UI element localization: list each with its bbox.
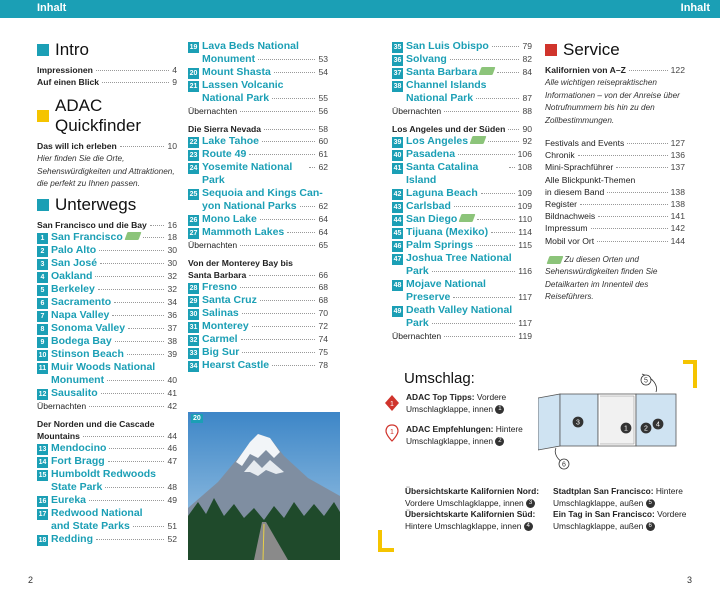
place-number-badge: 37 [393, 70, 402, 77]
ref-circle: 4 [524, 522, 533, 531]
page-number: 60 [318, 136, 328, 147]
place-entry[interactable]: 20 Mount Shasta 54 [189, 66, 328, 78]
header-left-title: Inhalt [37, 2, 67, 14]
place-number-badge: 36 [393, 57, 402, 64]
region-entry[interactable]: San Francisco und die Bay 16 [37, 219, 177, 230]
page-number: 32 [167, 270, 177, 281]
umschlag-title: Umschlag: [404, 370, 475, 387]
place-entry[interactable] [37, 442, 177, 455]
place-number-badge: 30 [189, 311, 198, 319]
place-number-badge: 4 [37, 272, 48, 283]
page-number: 46 [167, 442, 177, 453]
place-entry[interactable] [37, 257, 177, 270]
map-legend-ein-tag: Ein Tag in San Francisco: Vordere Umschlagklappe, außen 6 [553, 509, 687, 531]
diagram-ref-circle-3 [573, 417, 583, 427]
region-entry[interactable]: Von der Monterey Bay bis [188, 258, 293, 269]
place-list [37, 231, 177, 361]
toc-entry[interactable]: Festivals and Events 127 [545, 138, 685, 148]
page-number: 108 [517, 162, 532, 173]
page-number: 47 [167, 455, 177, 466]
place-number-badge: 3 [37, 259, 48, 270]
section-title: Unterwegs [55, 194, 137, 214]
place-name: Carmel [202, 333, 238, 346]
place-entry[interactable] [37, 270, 177, 283]
place-entry-cont[interactable]: Park 117 [406, 317, 532, 330]
page-number: 68 [318, 282, 328, 293]
place-number-badge: 31 [189, 324, 198, 332]
place-entry[interactable]: 15 Humboldt Redwoods [38, 467, 156, 480]
quickfinder-note: Hier finden Sie die Orte, Sehenswürdigkeiten und Attraktionen, die perfekt zu Ihnen passen. [37, 154, 175, 188]
page-number: 84 [522, 67, 532, 77]
region-entry[interactable]: Der Norden und die Cascade [37, 418, 155, 429]
ref-circle: 1 [495, 405, 504, 414]
region-entry-cont[interactable]: Santa Barbara 66 [188, 270, 328, 281]
place-entry[interactable]: 12 Sausalito 41 [38, 386, 177, 399]
place-entry[interactable] [37, 322, 177, 335]
place-name: Hearst Castle [202, 359, 270, 372]
region-entry-cont[interactable]: Mountains 44 [37, 430, 177, 441]
page-number: 78 [318, 360, 328, 371]
place-entry-cont[interactable]: National Park 55 [202, 92, 328, 104]
place-entry[interactable] [37, 231, 177, 244]
place-entry[interactable] [392, 135, 532, 148]
section-title: ADAC Quickfinder [55, 96, 141, 135]
service-list [545, 137, 685, 174]
place-entry[interactable] [392, 213, 532, 226]
place-entry[interactable] [37, 244, 177, 257]
place-number-badge: 27 [189, 230, 198, 238]
page-number: 79 [522, 41, 532, 51]
place-name: San Francisco [51, 230, 123, 243]
place-number-badge: 1 [37, 233, 48, 244]
place-list [392, 135, 532, 252]
place-entry[interactable] [392, 239, 532, 252]
place-number-badge: 5 [37, 285, 48, 296]
toc-entry[interactable]: Mini-Sprachführer 137 [545, 162, 685, 173]
place-number-badge: 28 [189, 285, 198, 293]
empfehlung-marker-icon [384, 424, 400, 442]
page-number: 62 [318, 162, 328, 173]
toc-entry[interactable]: Übernachten 56 [188, 106, 328, 116]
page-number: 38 [167, 335, 177, 346]
place-entry-cont[interactable]: State Park 48 [51, 480, 177, 493]
place-entry[interactable]: 47 Joshua Tree National [393, 252, 512, 265]
section-intro [37, 40, 177, 60]
detail-map-icon [459, 214, 476, 222]
svg-text:2: 2 [644, 425, 648, 433]
place-entry-cont[interactable]: Monument 40 [51, 373, 177, 386]
detail-map-icon [124, 232, 141, 240]
section-service [545, 40, 685, 60]
detail-map-icon [479, 67, 496, 75]
place-entry[interactable]: 17 Redwood National [38, 506, 143, 519]
place-name: Salinas [202, 307, 239, 320]
place-number-badge: 34 [189, 363, 198, 371]
place-number-badge: 42 [393, 191, 402, 199]
toc-entry[interactable]: Impressum 142 [545, 223, 685, 234]
place-entry[interactable] [37, 455, 177, 468]
place-number-badge: 8 [37, 324, 48, 335]
place-number-badge: 9 [37, 337, 48, 348]
place-entry[interactable] [188, 281, 328, 294]
place-name: Monterey [202, 320, 249, 333]
place-number-badge: 43 [393, 204, 402, 212]
place-name: Bodega Bay [51, 334, 112, 347]
top-tipps-legend: 1 ADAC Top Tipps: Vordere Umschlagklappe, innen 1 [384, 392, 534, 415]
place-entry[interactable] [392, 187, 532, 200]
page-number-left: 2 [28, 575, 34, 585]
section-marker-icon [37, 110, 49, 122]
place-name: Lake Tahoe [202, 135, 259, 148]
section-quickfinder [37, 96, 177, 136]
place-name: Solvang [406, 53, 447, 65]
toc-entry[interactable]: Bildnachweis 141 [545, 211, 685, 222]
diagram-ref-circle-4 [653, 419, 663, 429]
place-list [188, 135, 328, 187]
ref-circle: 2 [495, 437, 504, 446]
place-number-badge: 6 [37, 298, 48, 309]
diagram-ref-circle-1 [621, 423, 631, 433]
place-number-badge: 46 [393, 243, 402, 251]
place-name: Santa Barbara [406, 66, 478, 78]
place-entry[interactable]: 11 Muir Woods National [38, 360, 156, 373]
detail-map-icon [547, 256, 564, 264]
region-entry[interactable]: Los Angeles und der Süden 90 [392, 124, 532, 135]
place-entry[interactable]: 19 Lava Beds National [189, 40, 299, 52]
ref-circle: 5 [646, 499, 655, 508]
place-name: Napa Valley [51, 308, 110, 321]
toc-column-1 [37, 38, 177, 546]
page-number: 64 [318, 227, 328, 238]
place-number-badge: 45 [393, 230, 402, 238]
place-number-badge: 23 [189, 152, 198, 160]
place-name: Fort Bragg [51, 454, 105, 467]
place-number-badge: 10 [38, 351, 47, 359]
place-entry-cont[interactable]: National Park 87 [406, 92, 532, 104]
place-number-badge: 7 [37, 311, 48, 322]
toc-entry[interactable]: in diesem Band 138 [545, 186, 685, 197]
place-number-badge: 29 [189, 298, 198, 306]
toc-entry[interactable]: Übernachten 119 [392, 331, 532, 342]
place-entry[interactable] [392, 66, 532, 79]
mountain-road-image [188, 412, 340, 560]
place-entry[interactable] [37, 283, 177, 296]
place-name: Route 49 [202, 148, 247, 161]
front-flap [538, 394, 560, 450]
corner-mark [378, 530, 396, 552]
place-number-badge: 13 [38, 445, 47, 453]
page-number: 61 [318, 149, 328, 160]
place-number-badge: 35 [393, 44, 402, 51]
place-name: Fresno [202, 281, 238, 294]
toc-entry[interactable]: Übernachten 88 [392, 106, 532, 116]
place-list [37, 442, 177, 468]
place-entry-cont[interactable]: Monument 53 [202, 53, 328, 65]
svg-text:5: 5 [644, 377, 648, 385]
place-entry[interactable]: 25 Sequoia and Kings Can- [189, 187, 323, 200]
diagram-ref-circle-5 [641, 375, 651, 385]
diagram-ref-circle-6 [559, 459, 569, 469]
place-entry[interactable] [392, 200, 532, 213]
page-number: 37 [167, 322, 177, 333]
place-name: Tijuana (Mexiko) [406, 226, 489, 239]
place-entry[interactable]: 49 Death Valley National [393, 304, 513, 317]
place-list [188, 281, 328, 372]
place-entry[interactable] [188, 333, 328, 346]
page-number: 18 [167, 231, 177, 242]
place-name: San Diego [406, 213, 458, 226]
place-entry[interactable]: 48 Mojave National [393, 278, 486, 291]
page-number: 34 [167, 296, 177, 307]
header-bar [0, 0, 720, 18]
place-entry[interactable] [188, 213, 328, 226]
map-legend-nord: Übersichtskarte Kalifornien Nord: Vordere Umschlagklappe, innen 3 [405, 486, 540, 508]
place-number-badge: 33 [189, 350, 198, 358]
page-number: 115 [518, 240, 532, 251]
place-number-badge: 24 [189, 165, 198, 173]
page-number: 110 [518, 214, 532, 225]
place-number-badge: 32 [189, 337, 198, 345]
section-title: Intro [55, 40, 90, 59]
place-name: Mono Lake [202, 213, 257, 226]
svg-text:4: 4 [656, 421, 660, 429]
toc-entry[interactable]: Impressionen 4 [37, 65, 177, 75]
empfehlungen-legend: 1 ADAC Empfehlungen: Hintere Umschlagklappe, innen 2 [384, 424, 534, 447]
page-number: 70 [318, 308, 328, 319]
header-right-title: Inhalt [680, 2, 710, 14]
place-name: Santa Cruz [202, 294, 257, 307]
place-entry[interactable] [188, 226, 328, 239]
service-note: Alle wichtigen reisepraktischen Informationen – von der Anreise über Notrufnummern bis hin zu den Zollbestimmungen. [545, 78, 680, 125]
place-name: Oakland [51, 269, 93, 282]
place-number-badge: 40 [393, 152, 402, 160]
toc-entry[interactable]: Register 138 [545, 199, 685, 210]
place-entry[interactable] [392, 40, 532, 53]
svg-text:1: 1 [390, 401, 394, 408]
place-name: Laguna Beach [406, 187, 478, 200]
page-number: 68 [318, 295, 328, 306]
ref-circle: 3 [526, 499, 535, 508]
section-unterwegs [37, 195, 177, 215]
place-name: Palo Alto [51, 243, 97, 256]
place-entry[interactable] [392, 148, 532, 161]
place-list [392, 40, 532, 79]
svg-text:1: 1 [624, 425, 628, 433]
toc-entry[interactable]: Mobil vor Ort 144 [545, 235, 685, 246]
section-title: Service [563, 40, 620, 59]
place-entry-cont[interactable]: and State Parks 51 [51, 519, 177, 532]
place-entry[interactable] [188, 294, 328, 307]
toc-entry[interactable]: Kalifornien von A–Z 122 [545, 65, 685, 75]
place-entry[interactable] [188, 320, 328, 333]
section-marker-icon [37, 199, 49, 211]
place-entry[interactable] [188, 161, 328, 187]
place-number-badge: 2 [37, 246, 48, 257]
page-number: 74 [318, 334, 328, 345]
page-number: 72 [318, 321, 328, 332]
section-marker-icon [545, 44, 557, 56]
place-entry[interactable]: 38 Channel Islands [393, 79, 487, 91]
place-entry-cont[interactable]: yon National Parks 62 [202, 200, 328, 213]
toc-entry[interactable]: Auf einen Blick 9 [37, 77, 177, 87]
place-name: Los Angeles [406, 135, 469, 148]
service-list [545, 198, 685, 247]
detail-map-note: Zu diesen Orten und Sehenswürdigkeiten finden Sie Detailkarten im Innenteil des Reiseführers. [545, 254, 658, 302]
page-number: 36 [167, 309, 177, 320]
place-number-badge: 44 [393, 217, 402, 225]
page-number: 32 [167, 283, 177, 294]
place-name: Palm Springs [406, 239, 474, 252]
place-number-badge: 39 [393, 139, 402, 147]
svg-text:1: 1 [390, 429, 394, 436]
ref-circle: 6 [646, 522, 655, 531]
place-name: Berkeley [51, 282, 95, 295]
page-number: 109 [517, 201, 532, 212]
place-number-badge: 22 [189, 139, 198, 147]
place-entry[interactable] [188, 359, 328, 372]
place-entry[interactable] [188, 307, 328, 320]
page-number: 39 [167, 348, 177, 359]
page-number: 30 [167, 257, 177, 268]
place-name: Carlsbad [406, 200, 451, 213]
place-entry-cont[interactable]: Park 116 [406, 265, 532, 278]
page-number: 30 [167, 244, 177, 255]
place-name: San José [51, 256, 98, 269]
region-entry[interactable]: Die Sierra Nevada 58 [188, 124, 328, 135]
detail-map-icon [470, 136, 487, 144]
place-number-badge: 14 [38, 458, 47, 466]
page-number: 106 [517, 149, 532, 160]
map-legend-stadtplan: Stadtplan San Francisco: Hintere Umschlagklappe, außen 5 [553, 486, 683, 508]
place-name: Sonoma Valley [51, 321, 126, 334]
place-name: Big Sur [202, 346, 240, 359]
top-tipp-marker-icon [384, 394, 400, 412]
mount-shasta-photo [188, 412, 340, 560]
section-marker-icon [37, 44, 49, 56]
toc-entry: Alle Blickpunkt-Themen [545, 174, 636, 185]
place-entry[interactable] [392, 226, 532, 239]
place-name: Mammoth Lakes [202, 226, 285, 239]
place-name: Sacramento [51, 295, 112, 308]
page-number: 82 [522, 54, 532, 64]
page-number-right: 3 [686, 575, 692, 585]
toc-column-4 [545, 38, 685, 308]
toc-entry[interactable]: Übernachten 65 [188, 240, 328, 251]
place-entry[interactable]: 21 Lassen Volcanic [189, 79, 284, 91]
toc-column-2 [188, 40, 328, 372]
toc-column-3 [392, 40, 532, 342]
place-entry[interactable] [37, 296, 177, 309]
place-name: Pasadena [406, 148, 456, 161]
svg-text:6: 6 [562, 461, 566, 469]
toc-entry[interactable]: Das will ich erleben 10 [37, 141, 177, 151]
place-name: Yosemite National Park [202, 161, 293, 187]
place-list [188, 213, 328, 239]
place-entry-cont[interactable]: Preserve 117 [406, 291, 532, 304]
page-number: 92 [522, 136, 532, 147]
place-name: Santa Catalina Island [406, 161, 479, 187]
photo-number-badge: 20 [193, 415, 201, 422]
page-number: 114 [518, 227, 532, 238]
place-entry[interactable] [392, 161, 532, 187]
place-number-badge: 26 [189, 217, 198, 225]
diagram-ref-circle-2 [641, 423, 651, 433]
place-entry[interactable]: 18 Redding 52 [38, 532, 177, 545]
place-entry[interactable] [392, 53, 532, 66]
svg-text:3: 3 [576, 419, 580, 427]
place-entry[interactable] [188, 148, 328, 161]
place-number-badge: 41 [393, 165, 402, 173]
place-entry[interactable]: 16 Eureka 49 [38, 493, 177, 506]
place-entry[interactable] [37, 335, 177, 348]
page-number: 64 [318, 214, 328, 225]
place-name: San Luis Obispo [406, 40, 489, 52]
toc-entry[interactable]: Übernachten 42 [37, 400, 177, 411]
page-number: 109 [517, 188, 532, 199]
page-number: 75 [318, 347, 328, 358]
place-entry[interactable] [188, 135, 328, 148]
cover-fold-diagram [538, 372, 688, 476]
map-legend-sued: Übersichtskarte Kalifornien Süd: Hintere Umschlagklappe, innen 4 [405, 509, 536, 531]
place-name: Stinson Beach [51, 347, 124, 360]
place-entry[interactable] [188, 346, 328, 359]
toc-entry[interactable]: Chronik 136 [545, 150, 685, 161]
place-entry[interactable] [37, 348, 177, 361]
place-name: Mendocino [51, 441, 107, 454]
place-entry[interactable] [37, 309, 177, 322]
